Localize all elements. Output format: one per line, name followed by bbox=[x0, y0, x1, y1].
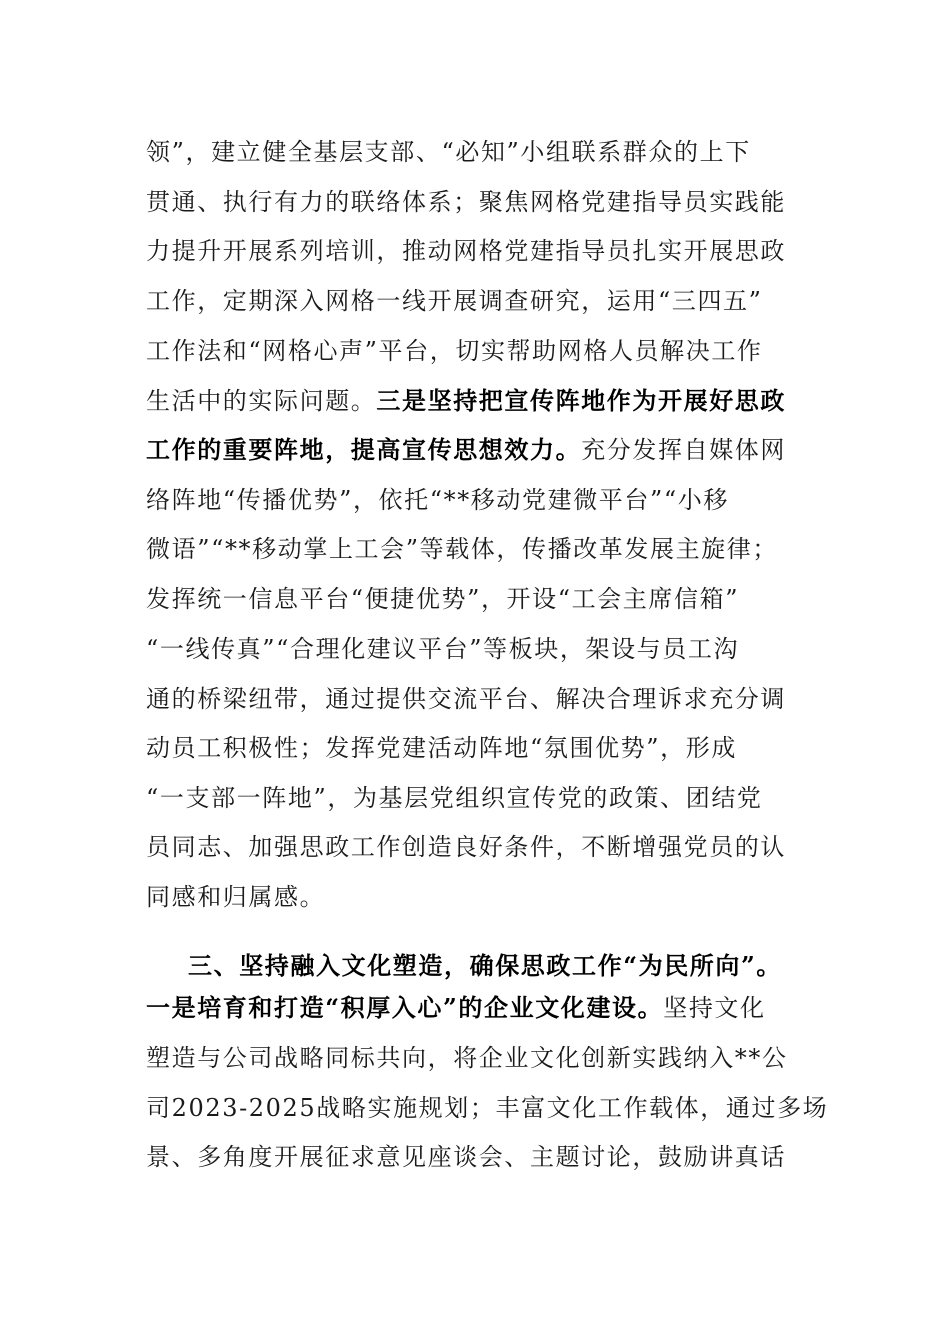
line-text: “一线传真”“合理化建议平台”等板块，架设与员工沟 bbox=[146, 635, 740, 663]
text-line-14 bbox=[146, 773, 826, 823]
text-line-18 bbox=[146, 983, 826, 1033]
text-line-12 bbox=[146, 674, 826, 724]
bold-heading-text: 三是坚持把宣传阵地作为开展好思政 bbox=[376, 386, 787, 415]
line-text: 领”，建立健全基层支部、“必知”小组联系群众的上下 bbox=[146, 138, 751, 166]
text-line-20 bbox=[146, 1083, 829, 1133]
text-line-19 bbox=[146, 1033, 826, 1083]
line-text: 塑造与公司战略同标共向，将企业文化创新实践纳入**公 bbox=[146, 1044, 788, 1072]
text-line-13 bbox=[146, 723, 826, 773]
line-text: 工作法和“网格心声”平台，切实帮助网格人员解决工作 bbox=[146, 337, 763, 365]
text-line-5 bbox=[146, 326, 826, 376]
section-heading-text: 三、坚持融入文化塑造，确保思政工作“为民所向”。 bbox=[188, 951, 783, 980]
line-text: 力提升开展系列培训，推动网格党建指导员扎实开展思政 bbox=[146, 237, 786, 265]
line-text: 络阵地“传播优势”，依托“**移动党建微平台”“小移 bbox=[146, 486, 729, 514]
text-line-10 bbox=[146, 574, 826, 624]
text-line-16 bbox=[146, 872, 826, 922]
line-text: 员同志、加强思政工作创造良好条件，不断增强党员的认 bbox=[146, 833, 786, 861]
line-text: 微语”“**移动掌上工会”等载体，传播改革发展主旋律； bbox=[146, 535, 779, 563]
text-line-8 bbox=[146, 475, 826, 525]
text-line-2 bbox=[146, 177, 826, 227]
line-text: 贯通、执行有力的联络体系；聚焦网格党建指导员实践能 bbox=[146, 188, 786, 216]
line-text: 生活中的实际问题。 bbox=[146, 387, 377, 415]
text-line-7 bbox=[146, 425, 826, 475]
bold-heading-text: 工作的重要阵地，提高宣传思想效力。 bbox=[146, 435, 582, 464]
text-line-3 bbox=[146, 226, 826, 276]
bold-heading-text: 一是培育和打造“积厚入心”的企业文化建设。 bbox=[146, 993, 664, 1022]
line-text: 动员工积极性；发挥党建活动阵地“氛围优势”，形成 bbox=[146, 734, 737, 762]
text-line-21 bbox=[146, 1132, 826, 1182]
line-text: 景、多角度开展征求意见座谈会、主题讨论，鼓励讲真话 bbox=[146, 1143, 786, 1171]
line-text: 同感和归属感。 bbox=[146, 883, 326, 911]
text-line-15 bbox=[146, 822, 826, 872]
text-line-6 bbox=[146, 376, 826, 426]
line-text: 工作，定期深入网格一线开展调查研究，运用“三四五” bbox=[146, 287, 763, 315]
line-text: 充分发挥自媒体网 bbox=[581, 436, 787, 464]
text-line-9 bbox=[146, 524, 826, 574]
line-text: “一支部一阵地”，为基层党组织宣传党的政策、团结党 bbox=[146, 784, 763, 812]
line-text: 司2023-2025战略实施规划；丰富文化工作载体，通过多场 bbox=[146, 1094, 829, 1122]
line-text: 通的桥梁纽带，通过提供交流平台、解决合理诉求充分调 bbox=[146, 685, 786, 713]
line-text: 发挥统一信息平台“便捷优势”，开设“工会主席信箱” bbox=[146, 585, 740, 613]
text-line-11 bbox=[146, 624, 826, 674]
text-line-4 bbox=[146, 276, 826, 326]
text-line-1 bbox=[146, 127, 826, 177]
line-text: 坚持文化 bbox=[663, 994, 766, 1022]
